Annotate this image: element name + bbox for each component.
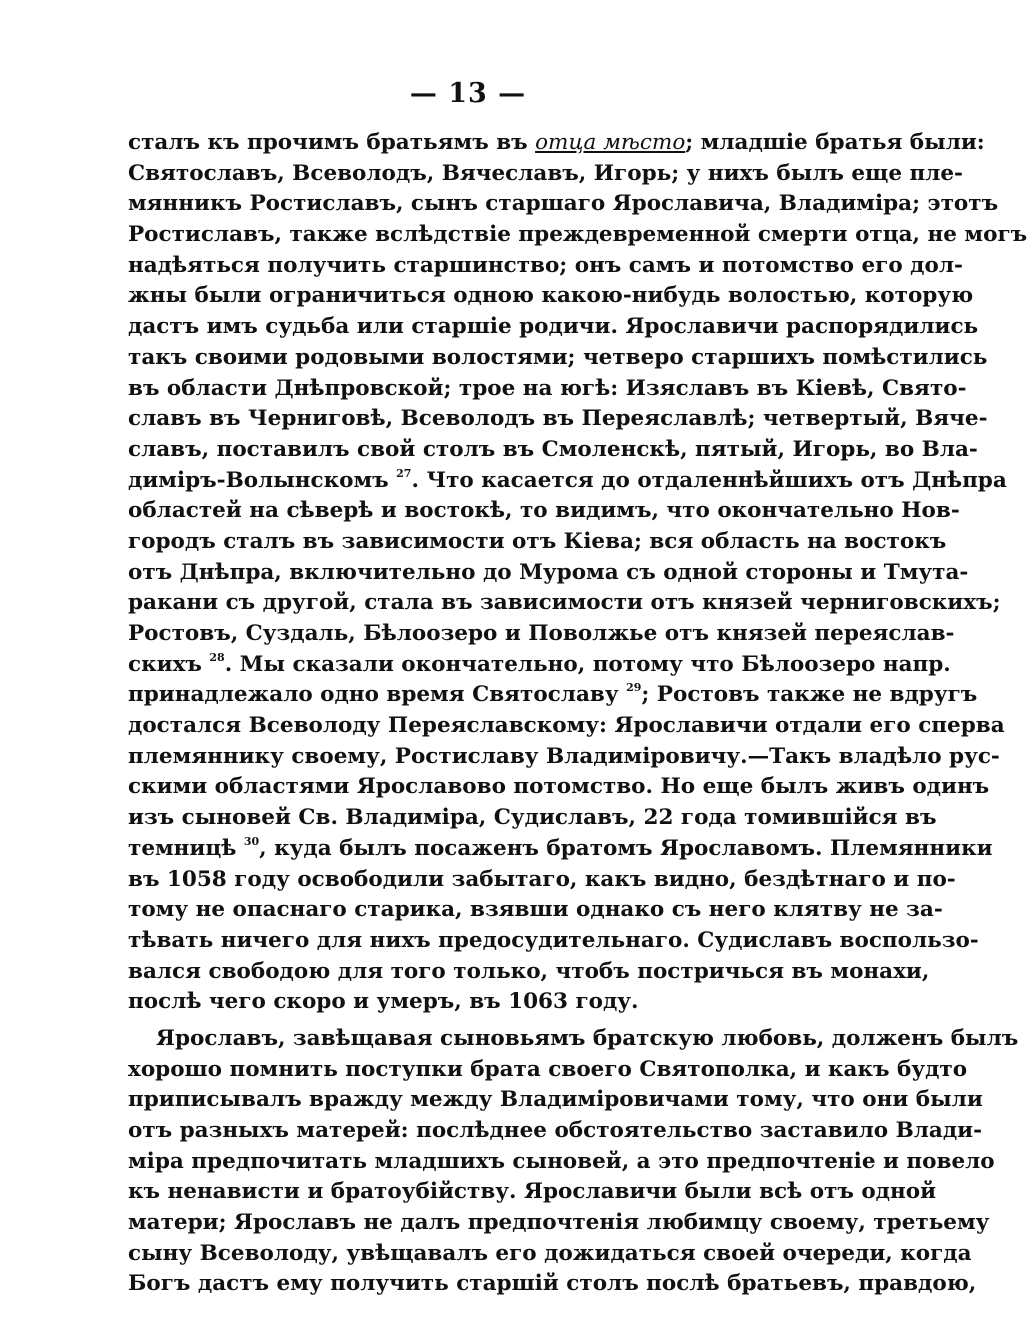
text-line: городъ сталъ въ зависимости отъ Кіева; вся область на востокъ: [128, 528, 947, 554]
text-line: отъ разныхъ матерей: послѣднее обстоятельство заставило Влади-: [128, 1118, 983, 1143]
paragraph-2: [128, 1024, 1019, 1300]
footnote-marker: 29: [626, 681, 642, 695]
text-line: въ 1058 году освободили забытаго, какъ видно, бездѣтнаго и по-: [128, 866, 956, 892]
footnote-marker: 30: [243, 834, 260, 848]
text-line: жны были ограничиться одною какою-нибудь волостью, которую: [128, 283, 974, 309]
text-line: Святославъ, Всеволодъ, Вячеславъ, Игорь; у нихъ былъ еще пле-: [128, 160, 963, 186]
text-line: диміръ-Волынскомъ $^{27}$. Что касается до отдаленнѣйшихъ отъ Днѣпра: [128, 466, 1007, 493]
text-line: вался свободою для того только, чтобъ постричься въ монахи,: [128, 958, 930, 984]
text-line: къ ненависти и братоубійству. Ярославичи были всѣ отъ одной: [128, 1179, 937, 1205]
body-text: [128, 128, 1027, 1300]
text-line: скими областями Ярославово потомство. Но еще былъ живъ одинъ: [128, 774, 990, 800]
text-line: достался Всеволоду Переяславскому: Ярославичи отдали его сперва: [128, 713, 1005, 739]
text-line: мянникъ Ростиславъ, сынъ старшаго Ярославича, Владиміра; этотъ: [128, 191, 999, 217]
text-line: матери; Ярославъ не далъ предпочтенія любимцу своему, третьему: [128, 1210, 990, 1236]
text-line: областей на сѣверѣ и востокѣ, то видимъ, что окончательно Нов-: [128, 498, 960, 524]
text-line: изъ сыновей Св. Владиміра, Судиславъ, 22 года томившійся въ: [128, 805, 937, 831]
text-line: темницѣ $^{30}$, куда былъ посаженъ братомъ Ярославомъ. Племянники: [128, 834, 993, 861]
text-line: славъ въ Черниговѣ, Всеволодъ въ Переяславлѣ; четвертый, Вяче-: [128, 406, 988, 432]
footnote-marker: 28: [209, 650, 225, 664]
text-line: тому не опаснаго старика, взявши однако съ него клятву не за-: [128, 897, 943, 923]
paragraph-1: [128, 128, 1027, 1018]
text-line: сыну Всеволоду, увѣщавалъ его дожидаться своей очереди, когда: [128, 1240, 972, 1266]
text-line: въ области Днѣпровской; трое на югѣ: Изяславъ въ Кіевѣ, Свято-: [128, 375, 967, 401]
text-line: міра предпочитать младшихъ сыновей, а это предпочтеніе и повело: [128, 1148, 995, 1174]
italic-phrase: отца мѣсто: [535, 130, 686, 155]
text-line: хорошо помнить поступки брата своего Святополка, и какъ будто: [128, 1056, 968, 1082]
text-line: славъ, поставилъ свой столъ въ Смоленскѣ, пятый, Игорь, во Вла-: [128, 436, 978, 462]
text-line: Ярославъ, завѣщавая сыновьямъ братскую любовь, долженъ былъ: [156, 1025, 1019, 1051]
text-line: Ростиславъ, также вслѣдствіе преждевременной смерти отца, не могъ: [128, 222, 1027, 248]
text-line: приписывалъ вражду между Владиміровичами тому, что они были: [128, 1087, 983, 1113]
footnote-marker: 27: [396, 466, 412, 480]
text-line: ракани съ другой, стала въ зависимости отъ князей черниговскихъ;: [128, 590, 1001, 616]
text-line: племяннику своему, Ростиславу Владиміровичу.—Такъ владѣло рус-: [128, 743, 1000, 769]
text-line: сталъ къ прочимъ братьямъ въ отца мѣсто; младшіе братья были:: [128, 130, 985, 155]
text-line: тѣвать ничего для нихъ предосудительнаго. Судиславъ воспользо-: [128, 927, 979, 953]
text-line: надѣяться получить старшинство; онъ самъ и потомство его дол-: [128, 252, 963, 278]
text-line: дастъ имъ судьба или старшіе родичи. Ярославичи распорядились: [128, 314, 979, 340]
text-line: такъ своими родовыми волостями; четверо старшихъ помѣстились: [128, 344, 988, 370]
text-line: Ростовъ, Суздаль, Бѣлоозеро и Поволжье отъ князей переяслав-: [128, 621, 955, 646]
text-line: Богъ дастъ ему получить старшій столъ послѣ братьевъ, правдою,: [128, 1271, 977, 1297]
text-line: скихъ $^{28}$. Мы сказали окончательно, потому что Бѣлоозеро напр.: [128, 650, 951, 677]
text-line: принадлежало одно время Святославу $^{29}$; Ростовъ также не вдругъ: [128, 681, 978, 708]
text-line: послѣ чего скоро и умеръ, въ 1063 году.: [128, 989, 639, 1015]
page-number: — 13 —: [409, 78, 527, 109]
text-line: отъ Днѣпра, включительно до Мурома съ одной стороны и Тмута-: [128, 559, 969, 585]
